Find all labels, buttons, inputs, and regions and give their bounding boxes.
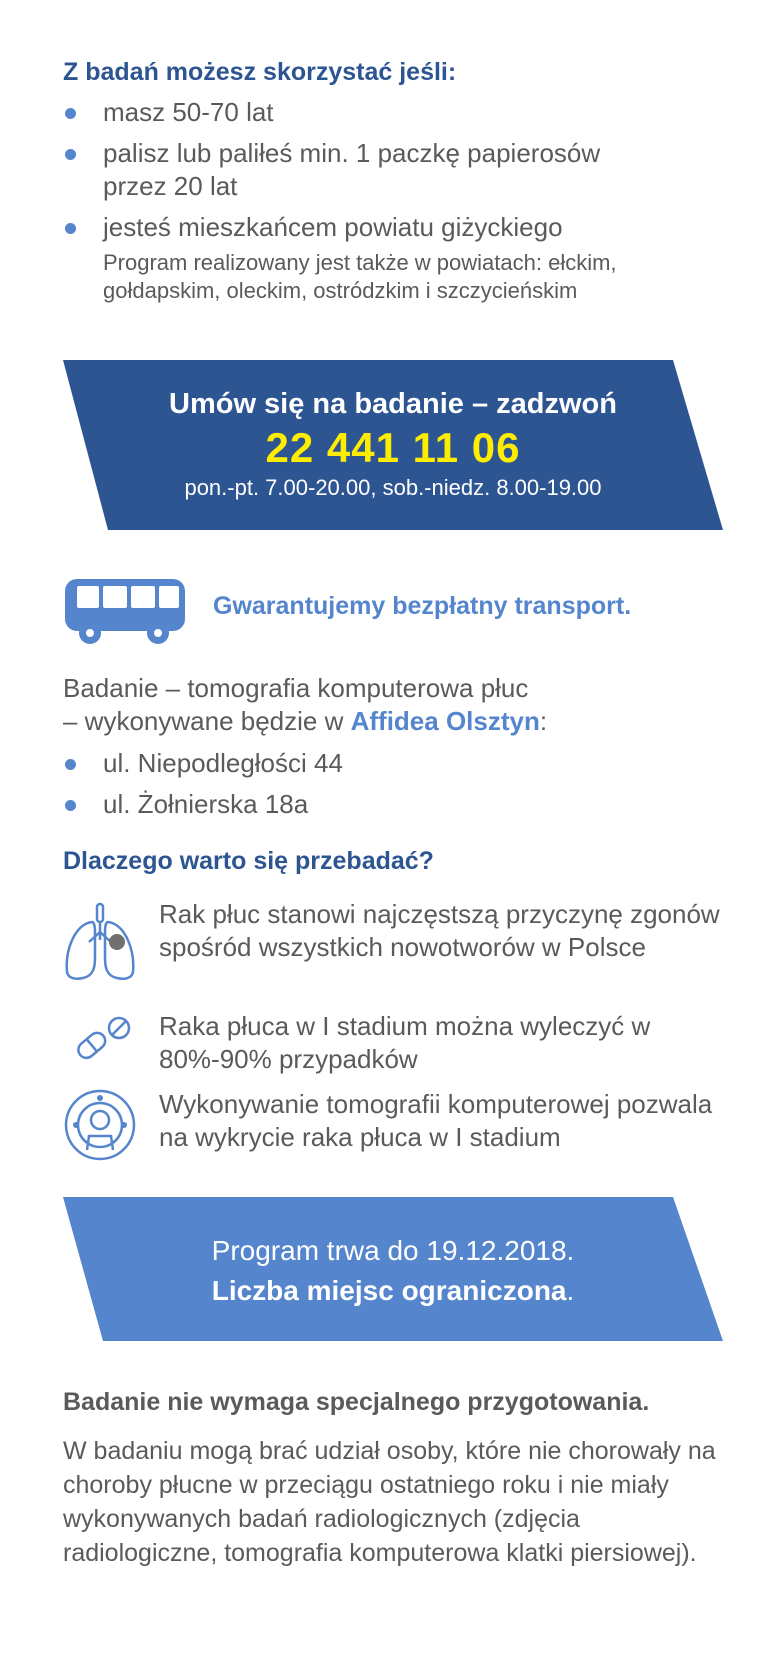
reason-text: Wykonywanie tomografii komputerowej pozwala na wykrycie raka płuca w I stadium	[159, 1089, 713, 1152]
reason-text: Raka płuca w I stadium można wyleczyć w 80%-90% przypadków	[159, 1011, 651, 1074]
eligibility-heading: Z badań możesz skorzystać jeśli:	[63, 58, 457, 86]
call-hours: pon.-pt. 7.00-20.00, sob.-niedz. 8.00-19.00	[184, 475, 602, 500]
address-list	[63, 747, 703, 829]
phone-number[interactable]: 22 441 11 06	[265, 424, 521, 471]
program-banner-shape	[63, 1197, 723, 1341]
list-item: ul. Niepodległości 44	[63, 747, 703, 780]
location-intro-line1: Badanie – tomografia komputerowa płuc	[63, 673, 529, 703]
program-banner	[63, 1197, 723, 1341]
list-item: jesteś mieszkańcem powiatu giżyckiego	[63, 211, 703, 244]
program-areas-note: Program realizowany jest także w powiatach: ełckim, gołdapskim, oleckim, ostródzkim i szczycieńskim	[103, 250, 617, 303]
reason-item	[63, 1088, 723, 1168]
eligibility-list	[63, 96, 703, 252]
reason-item	[63, 898, 723, 998]
preparation-heading: Badanie nie wymaga specjalnego przygotowania.	[63, 1388, 650, 1416]
list-item: palisz lub paliłeś min. 1 paczkę papierosów przez 20 lat	[63, 137, 663, 203]
bullet-dot	[65, 759, 76, 770]
bullet-dot	[65, 800, 76, 811]
bullet-dot	[65, 223, 76, 234]
call-banner	[63, 360, 723, 530]
call-banner-title: Umów się na badanie – zadzwoń	[169, 388, 617, 420]
list-item: ul. Żołnierska 18a	[63, 788, 703, 821]
list-item: masz 50-70 lat	[63, 96, 703, 129]
preparation-body: W badaniu mogą brać udział osoby, które nie chorowały na choroby płucne w przeciągu ostatniego roku i nie miały wykonywanych badań radiologicznych (zdjęcia radiologiczne, tomografia komputerowa klatki piersiowej).	[63, 1437, 716, 1567]
pills-icon	[71, 1012, 145, 1072]
reason-item	[63, 1010, 723, 1080]
lungs-icon	[63, 902, 137, 982]
reasons-heading: Dlaczego warto się przebadać?	[63, 847, 434, 875]
location-intro-line2: – wykonywane będzie w Affidea Olsztyn:	[63, 706, 548, 736]
bullet-dot	[65, 108, 76, 119]
bus-icon	[63, 577, 187, 647]
transport-info: Gwarantujemy bezpłatny transport.	[213, 592, 632, 620]
limited-places: Liczba miejsc ograniczona.	[211, 1275, 575, 1306]
ct-scanner-icon	[63, 1088, 137, 1162]
reason-text: Rak płuc stanowi najczęstszą przyczynę zgonów spośród wszystkich nowotworów w Polsce	[159, 899, 720, 962]
provider-name: Affidea Olsztyn	[350, 706, 540, 736]
bullet-dot	[65, 149, 76, 160]
program-deadline: Program trwa do 19.12.2018.	[211, 1235, 575, 1266]
